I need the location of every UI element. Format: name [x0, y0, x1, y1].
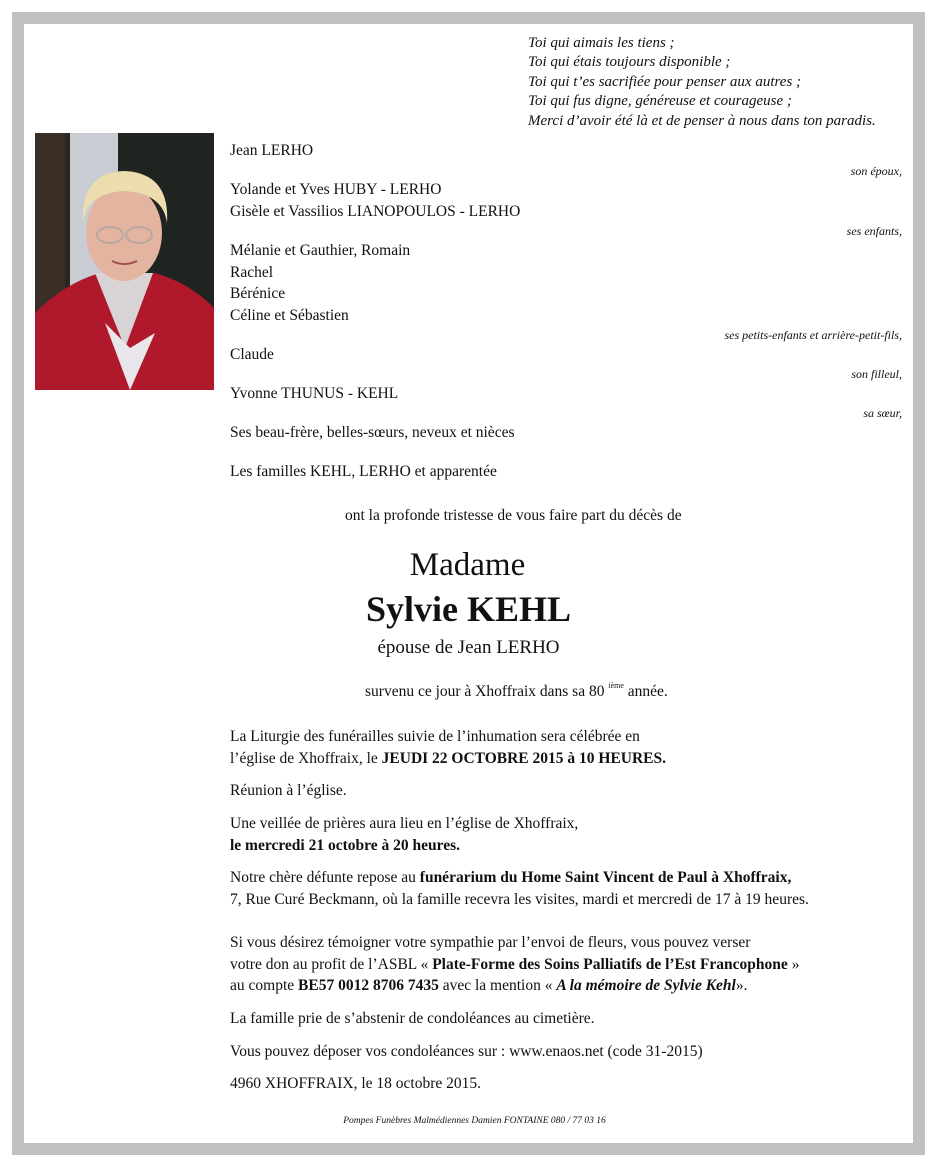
portrait-photo — [35, 133, 214, 390]
godson-relation: son filleul, — [851, 367, 902, 381]
no-condolences-line: La famille prie de s’abstenir de condoléances au cimetière. — [230, 1010, 595, 1027]
vigil-line2: le mercredi 21 octobre à 20 heures. — [230, 836, 461, 854]
place-date: 4960 XHOFFRAIX, le 18 octobre 2015. — [230, 1075, 481, 1092]
grandchild-name: Céline et Sébastien — [230, 307, 349, 324]
liturgy-text: l’église de Xhoffraix, le — [230, 749, 378, 767]
donation-mention: A la mémoire de Sylvie Kehl — [556, 977, 736, 994]
sister-relation: sa sœur, — [863, 406, 902, 420]
donation-line3 — [230, 975, 799, 997]
ordinal-suffix: ième — [608, 681, 624, 690]
children-relation: ses enfants, — [846, 224, 902, 238]
poem-line: Toi qui aimais les tiens ; — [528, 35, 675, 51]
title: Madame — [409, 547, 526, 583]
grandchild-name: Bérénice — [230, 285, 286, 302]
donation-text: au compte — [230, 977, 295, 994]
liturgy-line2 — [230, 748, 666, 770]
poem-line: Merci d’avoir été là et de penser à nous dans ton paradis. — [528, 112, 876, 129]
donation-text: votre don au profit de l’ASBL — [230, 955, 417, 973]
donation-line2 — [230, 954, 799, 976]
charity-name: Plate-Forme des Soins Palliatifs de l’Est Francophone — [432, 955, 788, 973]
death-text: survenu ce jour à Xhoffraix dans sa 80 — [365, 683, 605, 700]
spouse-of: épouse de Jean LERHO — [377, 637, 560, 658]
death-notice — [365, 683, 668, 701]
rest-text: Notre chère défunte repose au — [230, 869, 416, 886]
poem-line: Toi qui t’es sacrifiée pour penser aux autres ; — [528, 73, 802, 90]
deceased-name: Sylvie KEHL — [365, 589, 572, 629]
announcement: ont la profonde tristesse de vous faire part du décès de — [345, 507, 682, 524]
husband-name: Jean LERHO — [230, 142, 314, 159]
quote-open: « — [420, 955, 429, 973]
families-line: Les familles KEHL, LERHO et apparentée — [230, 463, 497, 480]
account-number: BE57 0012 8706 7435 — [298, 977, 439, 994]
donation-text: ». — [735, 977, 748, 994]
vigil-datetime — [230, 835, 578, 857]
child-name: Gisèle et Vassilios LIANOPOULOS - LERHO — [230, 203, 521, 220]
vigil-paragraph — [230, 813, 578, 856]
liturgy-paragraph — [230, 726, 666, 769]
donation-line1: Si vous désirez témoigner votre sympathie par l’envoi de fleurs, vous pouvez verser — [230, 934, 751, 951]
grandchildren-relation: ses petits-enfants et arrière-petit-fils, — [724, 328, 902, 342]
poem-line: Toi qui fus digne, généreuse et courageuse ; — [528, 93, 792, 110]
online-condolences-line: Vous pouvez déposer vos condoléances sur : www.enaos.net (code 31-2015) — [230, 1043, 703, 1060]
poem — [528, 34, 876, 131]
vigil-line1: Une veillée de prières aura lieu en l’église de Xhoffraix, — [230, 815, 579, 832]
rest-line2: 7, Rue Curé Beckmann, où la famille recevra les visites, mardi et mercredi de 17 à 19 heures. — [230, 890, 809, 908]
donation-paragraph — [230, 932, 799, 997]
reunion-line: Réunion à l’église. — [230, 782, 347, 799]
funeral-home-footer: Pompes Funèbres Malmédiennes Damien FONTAINE 080 / 77 03 16 — [343, 1116, 606, 1126]
grandchild-name: Mélanie et Gauthier, Romain — [230, 242, 411, 259]
grandchild-name: Rachel — [230, 264, 274, 281]
liturgy-line1: La Liturgie des funérailles suivie de l’inhumation sera célébrée en — [230, 728, 640, 745]
poem-line: Toi qui étais toujours disponible ; — [528, 54, 731, 71]
funerarium-name: funérarium du Home Saint Vincent de Paul à Xhoffraix, — [419, 869, 792, 886]
sister-name: Yvonne THUNUS - KEHL — [230, 385, 399, 402]
quote-close: » — [791, 955, 800, 973]
rest-line1 — [230, 867, 809, 889]
rest-paragraph — [230, 867, 809, 910]
child-name: Yolande et Yves HUBY - LERHO — [230, 181, 442, 198]
death-after: année. — [627, 683, 668, 700]
donation-text: avec la mention « — [442, 977, 553, 994]
funeral-datetime: JEUDI 22 OCTOBRE 2015 à 10 HEURES. — [381, 749, 667, 767]
inlaws-line: Ses beau-frère, belles-sœurs, neveux et nièces — [230, 424, 515, 441]
husband-relation: son époux, — [850, 164, 902, 178]
godson-name: Claude — [230, 346, 274, 363]
